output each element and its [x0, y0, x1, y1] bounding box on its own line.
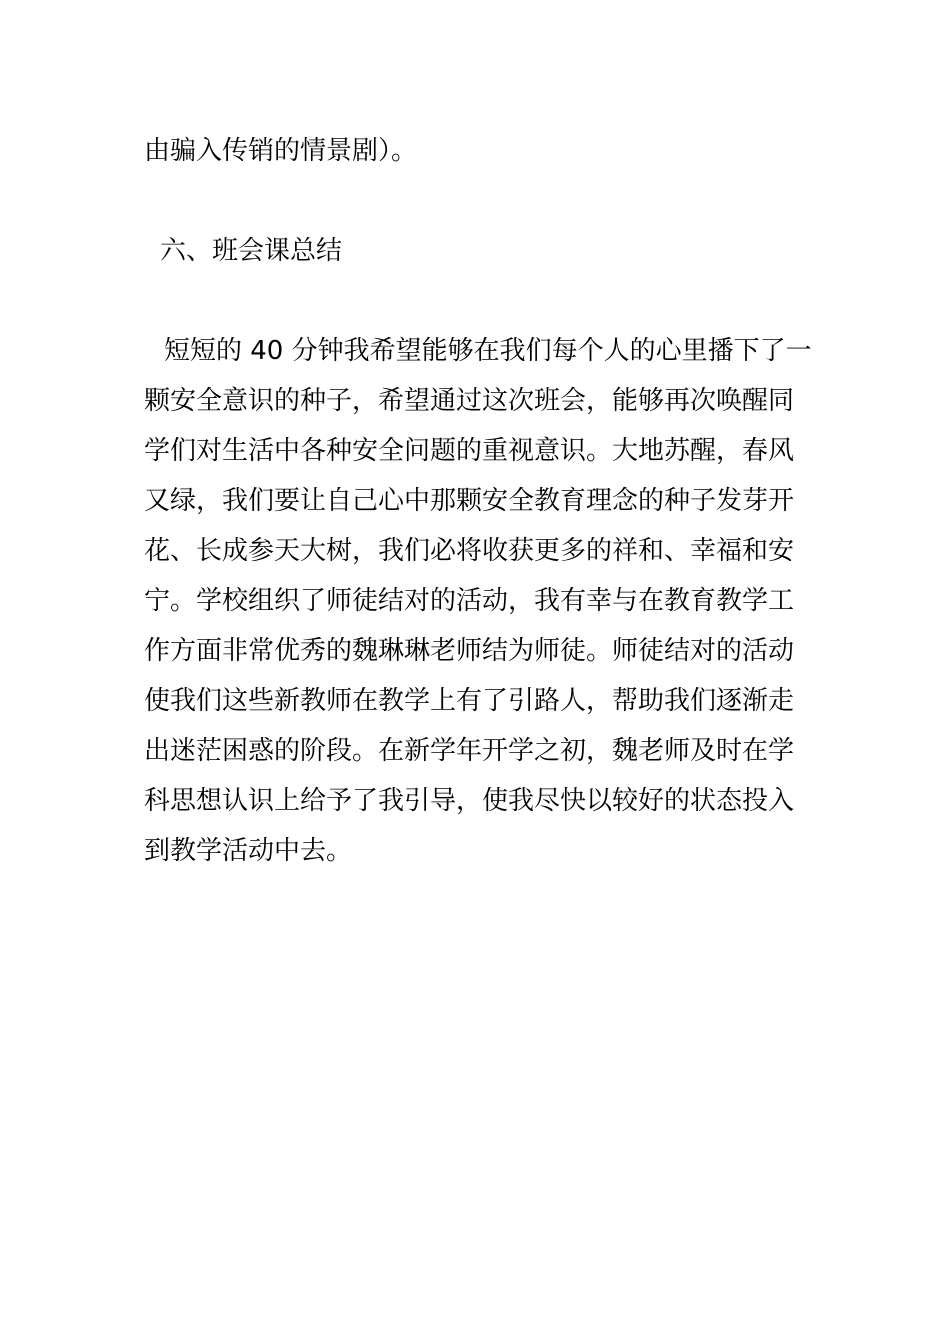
- paragraph-line: 又绿，我们要让自己心中那颗安全教育理念的种子发芽开: [144, 486, 795, 516]
- paragraph-line: 宁。学校组织了师徒结对的活动，我有幸与在教育教学工: [144, 586, 795, 616]
- paragraph-line: 到教学活动中去。: [144, 836, 353, 866]
- summary-paragraph: [144, 326, 812, 876]
- continuation-text: [144, 126, 809, 176]
- continuation-line: 由骗入传销的情景剧）。: [144, 136, 418, 166]
- paragraph-line: 使我们这些新教师在教学上有了引路人，帮助我们逐渐走: [144, 686, 795, 716]
- section-heading: [160, 226, 825, 276]
- paragraph-line: 短短的 40 分钟我希望能够在我们每个人的心里播下了一: [164, 336, 812, 366]
- paragraph-line: 颗安全意识的种子，希望通过这次班会，能够再次唤醒同: [144, 386, 795, 416]
- paragraph-line: 花、长成参天大树，我们必将收获更多的祥和、幸福和安: [144, 536, 795, 566]
- paragraph-line: 作方面非常优秀的魏琳琳老师结为师徒。师徒结对的活动: [144, 636, 795, 666]
- paragraph-line: 学们对生活中各种安全问题的重视意识。大地苏醒，春风: [144, 436, 795, 466]
- paragraph-line: 出迷茫困惑的阶段。在新学年开学之初，魏老师及时在学: [144, 736, 795, 766]
- paragraph-line: 科思想认识上给予了我引导，使我尽快以较好的状态投入: [144, 786, 795, 816]
- section-heading-text: 六、班会课总结: [160, 236, 343, 266]
